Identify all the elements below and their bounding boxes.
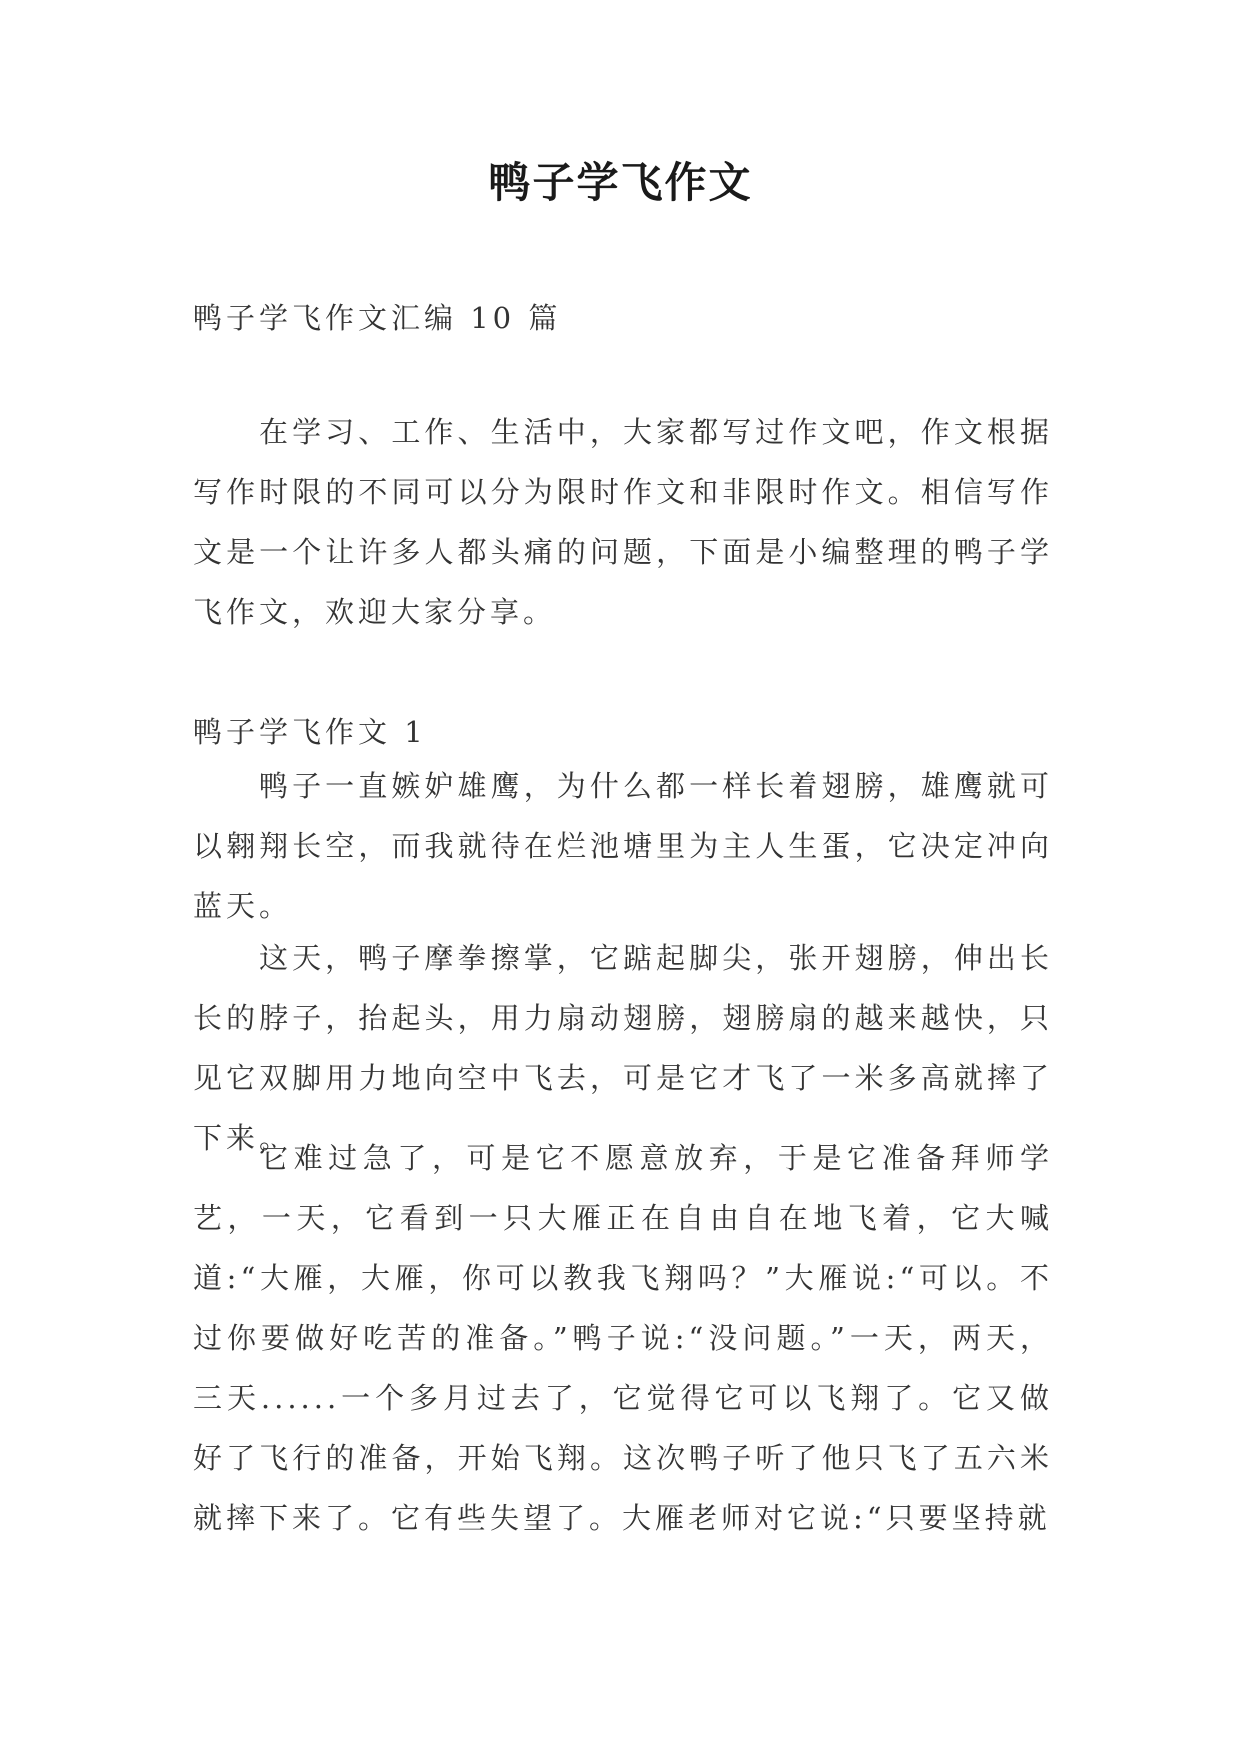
section-heading: 鸭子学飞作文 1 [193, 715, 427, 749]
body-paragraph-2: 这天，鸭子摩拳擦掌，它踮起脚尖，张开翅膀，伸出长长的脖子，抬起头，用力扇动翅膀，翅膀扇的越来越快，只见它双脚用力地向空中飞去，可是它才飞了一米多高就摔了下来。 [193, 941, 1053, 1155]
intro-paragraph: 在学习、工作、生活中，大家都写过作文吧，作文根据写作时限的不同可以分为限时作文和非限时作文。相信写作文是一个让许多人都头痛的问题，下面是小编整理的鸭子学飞作文，欢迎大家分享。 [193, 415, 1053, 629]
document-subtitle: 鸭子学飞作文汇编 10 篇 [193, 301, 562, 335]
body-paragraph-1: 鸭子一直嫉妒雄鹰，为什么都一样长着翅膀，雄鹰就可以翱翔长空，而我就待在烂池塘里为主人生蛋，它决定冲向蓝天。 [193, 769, 1053, 923]
document-title: 鸭子学飞作文 [488, 158, 753, 207]
body-paragraph-3: 它难过急了，可是它不愿意放弃，于是它准备拜师学艺，一天，它看到一只大雁正在自由自在地飞着，它大喊道:“大雁，大雁，你可以教我飞翔吗？”大雁说:“可以。不过你要做好吃苦的准备。”鸭子说:“没问题。”一天，两天，三天......一个多月过去了，它觉得它可以飞翔了。它又做好了飞行的准备，开始飞翔。这次鸭子听了他只飞了五六米就摔下来了。它有些失望了。大雁老师对它说:“只要坚持就 [193, 1141, 1053, 1535]
